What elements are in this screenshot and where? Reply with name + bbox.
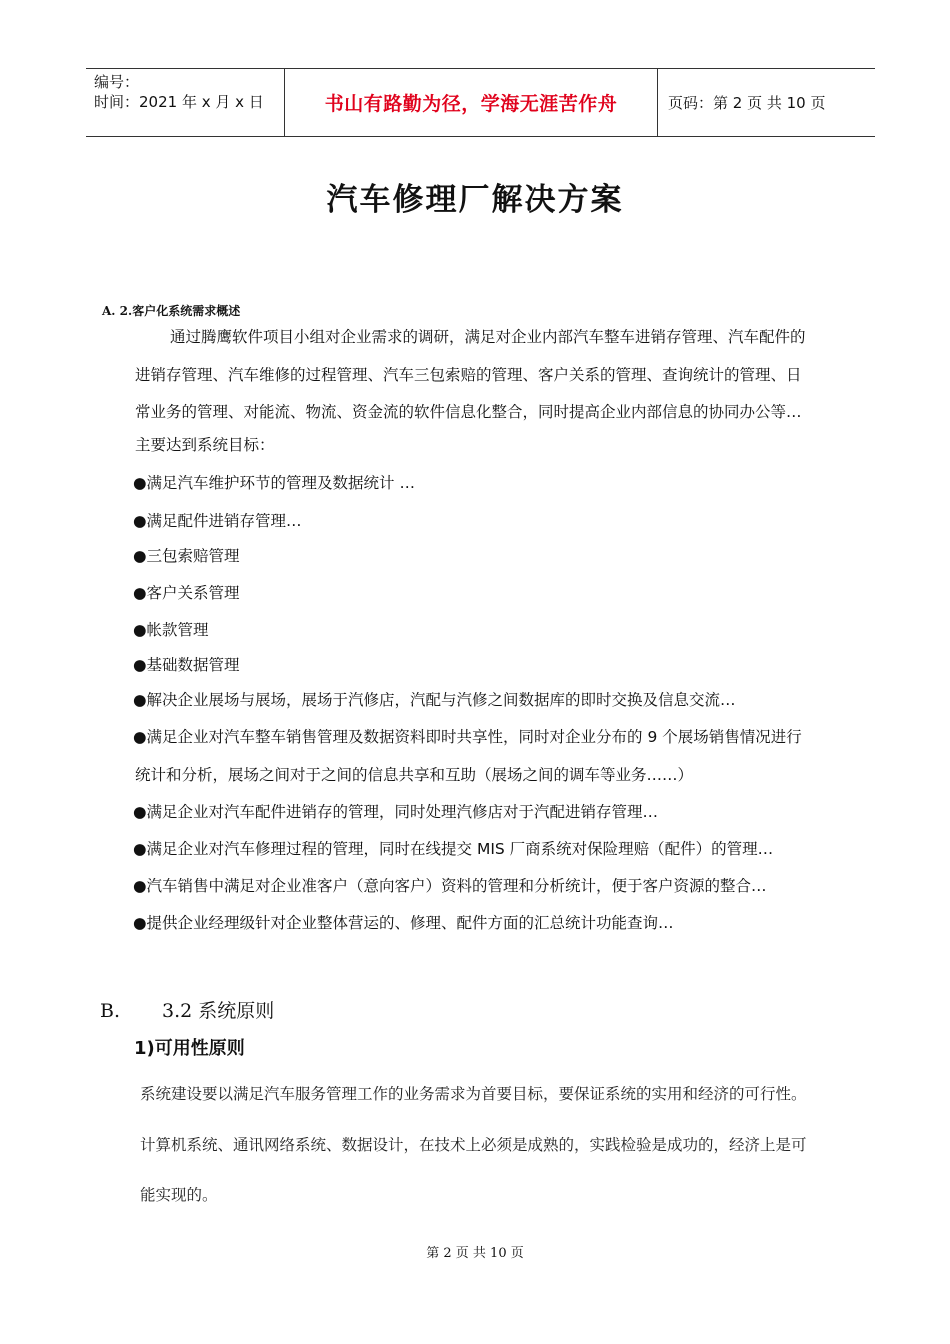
subsection-heading: 1)可用性原则 xyxy=(134,1038,245,1059)
document-title: 汽车修理厂解决方案 xyxy=(326,182,624,218)
page-footer: 第 2 页 共 10 页 xyxy=(426,1246,524,1261)
section-b-heading xyxy=(100,996,274,1023)
header-motto-cell xyxy=(285,69,658,136)
bullet-item: ●满足汽车维护环节的管理及数据统计 … xyxy=(133,474,415,492)
intro-line: 通过腾鹰软件项目小组对企业需求的调研，满足对企业内部汽车整车进销存管理、汽车配件的 xyxy=(170,328,806,346)
document-date-label: 时间：2021 年 x 月 x 日 xyxy=(94,93,264,111)
page-header xyxy=(86,68,875,137)
bullet-item: ●满足配件进销存管理… xyxy=(133,512,302,530)
intro-line: 主要达到系统目标： xyxy=(135,436,275,454)
bullet-item: ●三包索赔管理 xyxy=(133,547,240,565)
bullet-item: ●满足企业对汽车配件进销存的管理，同时处理汽修店对于汽配进销存管理… xyxy=(133,803,659,821)
bullet-item: ●基础数据管理 xyxy=(133,656,240,674)
body-line: 计算机系统、通讯网络系统、数据设计，在技术上必须是成熟的，实践检验是成功的，经济上是可 xyxy=(140,1136,807,1154)
section-b-title: 3.2 系统原则 xyxy=(162,1000,275,1022)
bullet-item: ●汽车销售中满足对企业准客户（意向客户）资料的管理和分析统计，便于客户资源的整合… xyxy=(133,877,767,895)
body-line: 能实现的。 xyxy=(140,1186,218,1204)
bullet-item: ●客户关系管理 xyxy=(133,584,240,602)
header-left-cell xyxy=(86,69,285,136)
section-a-heading: A. 2.客户化系统需求概述 xyxy=(102,304,241,318)
header-page-info: 页码：第 2 页 共 10 页 xyxy=(668,94,826,112)
bullet-item: ●满足企业对汽车整车销售管理及数据资料即时共享性，同时对企业分布的 9 个展场销售情况进行 xyxy=(133,728,802,746)
header-motto: 书山有路勤为径，学海无涯苦作舟 xyxy=(324,93,618,115)
intro-line: 进销存管理、汽车维修的过程管理、汽车三包索赔的管理、客户关系的管理、查询统计的管理、日 xyxy=(135,366,802,384)
section-b-letter: B. xyxy=(100,1000,121,1022)
bullet-item: ●满足企业对汽车修理过程的管理，同时在线提交 MIS 厂商系统对保险理赔（配件）的管理… xyxy=(133,840,774,858)
bullet-item: ●帐款管理 xyxy=(133,621,209,639)
bullet-item: ●提供企业经理级针对企业整体营运的、修理、配件方面的汇总统计功能查询… xyxy=(133,914,674,932)
bullet-item: 统计和分析，展场之间对于之间的信息共享和互助（展场之间的调车等业务……） xyxy=(135,766,694,784)
header-page-cell xyxy=(658,69,875,136)
body-line: 系统建设要以满足汽车服务管理工作的业务需求为首要目标，要保证系统的实用和经济的可行性。 xyxy=(140,1085,807,1103)
document-number-label: 编号： xyxy=(94,73,140,91)
intro-line: 常业务的管理、对能流、物流、资金流的软件信息化整合，同时提高企业内部信息的协同办公等… xyxy=(135,403,802,421)
bullet-item: ●解决企业展场与展场，展场于汽修店，汽配与汽修之间数据库的即时交换及信息交流… xyxy=(133,691,736,709)
